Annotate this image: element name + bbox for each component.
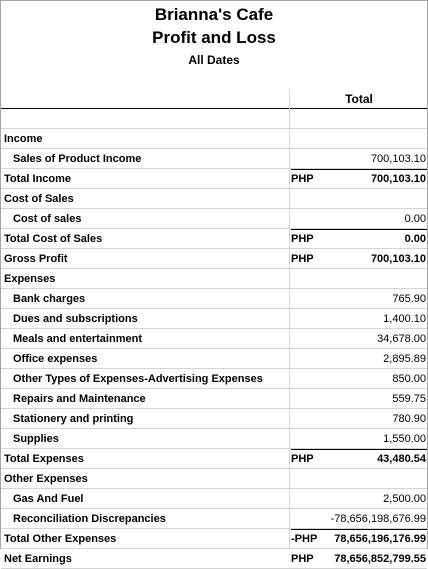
table-row: [1, 149, 427, 169]
row-label: Sales of Product Income: [13, 153, 142, 165]
row-currency: PHP: [291, 173, 314, 185]
row-label: Income: [4, 133, 43, 145]
report-rows: [1, 129, 427, 569]
row-value: 2,500.00: [383, 493, 426, 505]
row-label: Expenses: [4, 273, 56, 285]
row-currency: PHP: [291, 233, 314, 245]
row-label: Other Expenses: [4, 473, 88, 485]
row-label: Stationery and printing: [13, 413, 134, 425]
row-label: Cost of Sales: [4, 193, 74, 205]
table-row: [1, 169, 427, 189]
row-label: Total Expenses: [4, 453, 84, 465]
row-value: 780.90: [392, 413, 426, 425]
row-label: Meals and entertainment: [13, 333, 142, 345]
table-row: [1, 349, 427, 369]
report-grid: [1, 69, 427, 569]
table-row: [1, 509, 427, 529]
row-value: 700,103.10: [370, 253, 426, 265]
row-label: Total Other Expenses: [4, 533, 117, 545]
row-label: Dues and subscriptions: [13, 313, 138, 325]
row-value: 850.00: [392, 373, 426, 385]
row-value: 78,656,196,176.99: [334, 533, 426, 545]
table-row: [1, 529, 427, 549]
table-row: [1, 269, 427, 289]
row-label: Total Cost of Sales: [4, 233, 103, 245]
table-row: [1, 429, 427, 449]
row-value: 34,678.00: [377, 333, 426, 345]
table-row: [1, 289, 427, 309]
row-label: Cost of sales: [13, 213, 82, 225]
row-value: 0.00: [404, 213, 426, 225]
table-row: [1, 549, 427, 569]
row-value: 43,480.54: [377, 453, 426, 465]
column-header-total: Total: [345, 92, 373, 106]
company-name: Brianna's Cafe: [154, 5, 274, 24]
table-row: [1, 389, 427, 409]
row-value: 765.90: [392, 293, 426, 305]
row-label: Gas And Fuel: [13, 493, 84, 505]
table-row: [1, 209, 427, 229]
row-value: 700,103.10: [370, 153, 426, 165]
row-value: 1,550.00: [383, 433, 426, 445]
row-label: Bank charges: [13, 293, 86, 305]
row-currency: PHP: [291, 553, 314, 565]
row-label: Reconciliation Discrepancies: [13, 513, 166, 525]
row-label: Other Types of Expenses-Advertising Expenses: [13, 373, 263, 385]
row-currency: PHP: [291, 453, 314, 465]
table-row: [1, 129, 427, 149]
row-value: 2,895.89: [383, 353, 426, 365]
row-value: -78,656,198,676.99: [330, 513, 426, 525]
column-header-row: [1, 69, 427, 109]
row-label: Repairs and Maintenance: [13, 393, 146, 405]
row-label: Net Earnings: [4, 553, 72, 565]
table-row: [1, 329, 427, 349]
table-row: [1, 409, 427, 429]
table-row: [1, 229, 427, 249]
spacer-row: [1, 109, 427, 129]
row-value: 78,656,852,799.55: [334, 553, 426, 565]
row-currency: -PHP: [291, 533, 318, 545]
row-value: 1,400.10: [383, 313, 426, 325]
row-value: 559.75: [392, 393, 426, 405]
row-label: Total Income: [4, 173, 72, 185]
table-row: [1, 249, 427, 269]
report-title: Profit and Loss: [152, 28, 276, 47]
report-period: All Dates: [188, 53, 240, 67]
table-row: [1, 189, 427, 209]
row-label: Gross Profit: [4, 253, 68, 265]
column-divider: [289, 89, 290, 549]
table-row: [1, 309, 427, 329]
row-currency: PHP: [291, 253, 314, 265]
row-label: Supplies: [13, 433, 59, 445]
table-row: [1, 469, 427, 489]
row-value: 0.00: [404, 233, 426, 245]
table-row: [1, 489, 427, 509]
row-value: 700,103.10: [370, 173, 426, 185]
table-row: [1, 449, 427, 469]
row-label: Office expenses: [13, 353, 98, 365]
table-row: [1, 369, 427, 389]
